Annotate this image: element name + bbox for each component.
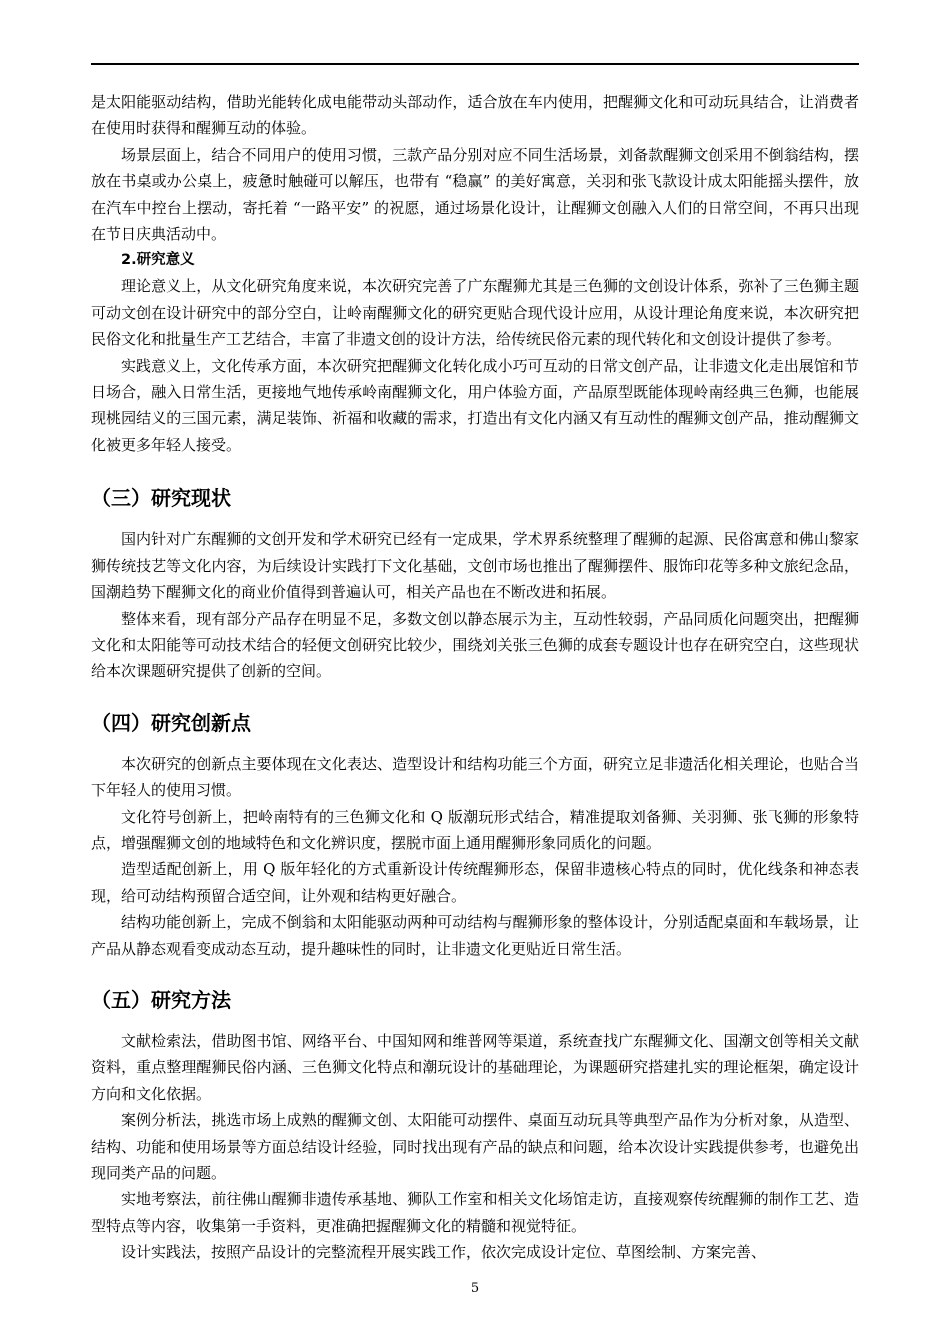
- paragraph: 实地考察法，前往佛山醒狮非遗传承基地、狮队工作室和相关文化场馆走访，直接观察传统醒狮的制作工艺、造型特点等内容，收集第一手资料，更准确把握醒狮文化的精髓和视觉特征。: [91, 1190, 859, 1235]
- paragraph: 文献检索法，借助图书馆、网络平台、中国知网和维普网等渠道，系统查找广东醒狮文化、国潮文创等相关文献资料，重点整理醒狮民俗内涵、三色狮文化特点和潮玩设计的基础理论，为课题研究搭建扎实的理论框架，确定设计方向和文化依据。: [91, 1031, 859, 1103]
- page-content: [91, 89, 859, 1266]
- paragraph: 国内针对广东醒狮的文创开发和学术研究已经有一定成果，学术界系统整理了醒狮的起源、民俗寓意和佛山黎家狮传统技艺等文化内容，为后续设计实践打下文化基础，文创市场也推出了醒狮摆件、服饰印花等多种文旅纪念品，国潮趋势下醒狮文化的商业价值得到普遍认可，相关产品也在不断改进和拓展。: [91, 530, 859, 602]
- page-number: 5: [470, 1281, 480, 1296]
- paragraph: 实践意义上，文化传承方面，本次研究把醒狮文化转化成小巧可互动的日常文创产品，让非遗文化走出展馆和节日场合，融入日常生活，更接地气地传承岭南醒狮文化，用户体验方面，产品原型既能体现岭南经典三色狮，也能展现桃园结义的三国元素，满足装饰、祈福和收藏的需求，打造出有文化内涵又有互动性的醒狮文创产品，推动醒狮文化被更多年轻人接受。: [91, 356, 859, 454]
- paragraph: 造型适配创新上，用 Q 版年轻化的方式重新设计传统醒狮形态，保留非遗核心特点的同时，优化线条和神态表现，给可动结构预留合适空间，让外观和结构更好融合。: [91, 860, 859, 905]
- subsection-heading: 2.研究意义: [121, 252, 195, 269]
- paragraph: 场景层面上，结合不同用户的使用习惯，三款产品分别对应不同生活场景，刘备款醒狮文创采用不倒翁结构，摆放在书桌或办公桌上，疲惫时触碰可以解压，也带有 “稳赢” 的美好寓意，关羽和张飞款设计成太阳能摇头摆件，放在汽车中控台上摆动，寄托着 “一路平安” 的祝愿，通过场景化设计，让醒狮文创融入人们的日常空间，不再只出现在节日庆典活动中。: [91, 145, 859, 244]
- header-rule: [91, 63, 859, 65]
- paragraph: 是太阳能驱动结构，借助光能转化成电能带动头部动作，适合放在车内使用，把醒狮文化和可动玩具结合，让消费者在使用时获得和醒狮互动的体验。: [91, 93, 859, 138]
- section-heading: （三）研究现状: [91, 486, 231, 511]
- paragraph: 结构功能创新上，完成不倒翁和太阳能驱动两种可动结构与醒狮形象的整体设计，分别适配桌面和车载场景，让产品从静态观看变成动态互动，提升趣味性的同时，让非遗文化更贴近日常生活。: [91, 913, 859, 958]
- section-heading: （四）研究创新点: [91, 710, 251, 735]
- paragraph: 设计实践法，按照产品设计的完整流程开展实践工作，依次完成设计定位、草图绘制、方案完善、: [121, 1243, 767, 1262]
- section-heading: （五）研究方法: [91, 987, 231, 1012]
- paragraph: 案例分析法，挑选市场上成熟的醒狮文创、太阳能可动摆件、桌面互动玩具等典型产品作为分析对象，从造型、结构、功能和使用场景等方面总结设计经验，同时找出现有产品的缺点和问题，给本次设计实践提供参考，也避免出现同类产品的问题。: [91, 1111, 859, 1182]
- paragraph: 理论意义上，从文化研究角度来说，本次研究完善了广东醒狮尤其是三色狮的文创设计体系，弥补了三色狮主题可动文创在设计研究中的部分空白，让岭南醒狮文化的研究更贴合现代设计应用，从设计理论角度来说，本次研究把民俗文化和批量生产工艺结合，丰富了非遗文创的设计方法，给传统民俗元素的现代转化和文创设计提供了参考。: [91, 277, 859, 349]
- paragraph: 文化符号创新上，把岭南特有的三色狮文化和 Q 版潮玩形式结合，精准提取刘备狮、关羽狮、张飞狮的形象特点，增强醒狮文创的地域特色和文化辨识度，摆脱市面上通用醒狮形象同质化的问题。: [91, 807, 859, 852]
- paragraph: 本次研究的创新点主要体现在文化表达、造型设计和结构功能三个方面，研究立足非遗活化相关理论，也贴合当下年轻人的使用习惯。: [91, 754, 859, 800]
- paragraph: 整体来看，现有部分产品存在明显不足，多数文创以静态展示为主，互动性较弱，产品同质化问题突出，把醒狮文化和太阳能等可动技术结合的轻便文创研究比较少，围绕刘关张三色狮的成套专题设计也存在研究空白，这些现状给本次课题研究提供了创新的空间。: [91, 609, 859, 681]
